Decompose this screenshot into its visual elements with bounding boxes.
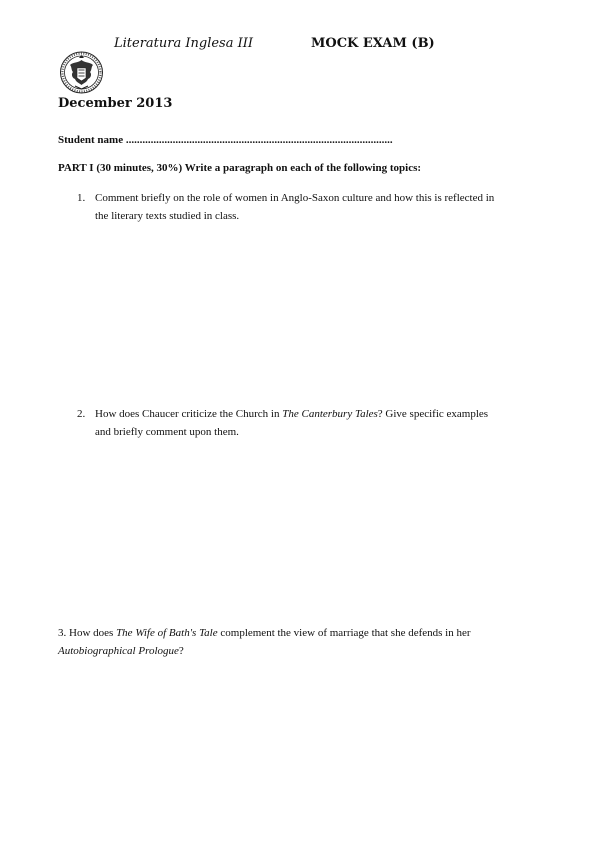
university-seal-icon (59, 51, 104, 94)
question-3-line-2 (58, 642, 184, 660)
exam-title: MOCK EXAM (B) (311, 36, 435, 51)
question-number: 2. (77, 408, 86, 420)
question-2-text (95, 405, 555, 441)
student-name-field: Student name ................................................................................................. (58, 134, 393, 146)
question-1-text (95, 189, 555, 225)
question-2-line-2: and briefly comment upon them. (95, 426, 239, 438)
question-3-text (58, 624, 538, 642)
question-3-post: complement the view of marriage that she defends in her (217, 627, 471, 639)
part-heading: PART I (30 minutes, 30%) Write a paragraph on each of the following topics: (58, 162, 422, 174)
question-3-pre: 3. How does (58, 627, 117, 639)
question-3-prologue-title: Autobiographical Prologue (58, 645, 179, 657)
question-3-work-title: The Wife of Bath's Tale (116, 627, 218, 639)
course-title: Literatura Inglesa III (114, 36, 254, 51)
question-2-pre: How does Chaucer criticize the Church in (95, 408, 283, 420)
question-1-line-2: the literary texts studied in class. (95, 210, 240, 222)
question-1-line-1: Comment briefly on the role of women in Anglo-Saxon culture and how this is reflected in (95, 192, 495, 204)
exam-date: December 2013 (58, 96, 173, 111)
question-number: 1. (77, 192, 86, 204)
question-2-post: ? Give specific examples (377, 408, 489, 420)
question-3-line-2-post: ? (178, 645, 184, 657)
question-2-work-title: The Canterbury Tales (282, 408, 378, 420)
